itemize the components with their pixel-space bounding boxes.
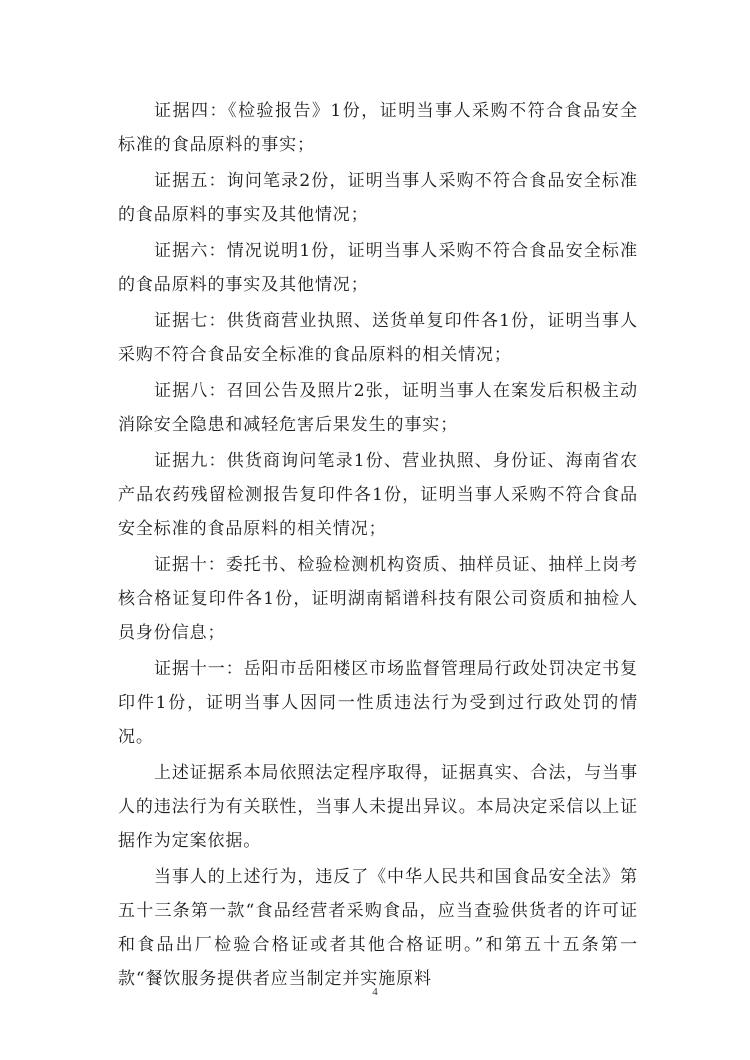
legal-violation-paragraph: 当事人的上述行为，违反了《中华人民共和国食品安全法》第五十三条第一款“食品经营者采购食品，应当查验供货者的许可证和食品出厂检验合格证或者其他合格证明。”和第五十五条第一款“餐饮服务提供者应当制定并实施原料 [118, 867, 638, 989]
evidence-4-paragraph: 证据四：《检验报告》1份，证明当事人采购不符合食品安全标准的食品原料的事实； [118, 101, 638, 155]
evidence-6-paragraph: 证据六：情况说明1份，证明当事人采购不符合食品安全标准的食品原料的事实及其他情况； [118, 241, 638, 295]
evidence-5-paragraph: 证据五：询问笔录2份，证明当事人采购不符合食品安全标准的食品原料的事实及其他情况； [118, 171, 638, 225]
evidence-9-paragraph: 证据九：供货商询问笔录1份、营业执照、身份证、海南省农产品农药残留检测报告复印件各1份，证明当事人采购不符合食品安全标准的食品原料的相关情况； [118, 451, 638, 539]
document-body [118, 94, 638, 996]
evidence-8-paragraph: 证据八：召回公告及照片2张，证明当事人在案发后积极主动消除安全隐患和减轻危害后果发生的事实； [118, 381, 638, 435]
evidence-11-paragraph: 证据十一：岳阳市岳阳楼区市场监督管理局行政处罚决定书复印件1份，证明当事人因同一性质违法行为受到过行政处罚的情况。 [118, 659, 638, 747]
evidence-7-paragraph: 证据七：供货商营业执照、送货单复印件各1份，证明当事人采购不符合食品安全标准的食品原料的相关情况； [118, 311, 638, 365]
page-number: 4 [372, 986, 378, 998]
evidence-summary-paragraph: 上述证据系本局依照法定程序取得，证据真实、合法，与当事人的违法行为有关联性，当事人未提出异议。本局决定采信以上证据作为定案依据。 [118, 763, 638, 851]
evidence-10-paragraph: 证据十：委托书、检验检测机构资质、抽样员证、抽样上岗考核合格证复印件各1份，证明湖南韬谱科技有限公司资质和抽检人员身份信息； [118, 555, 638, 643]
